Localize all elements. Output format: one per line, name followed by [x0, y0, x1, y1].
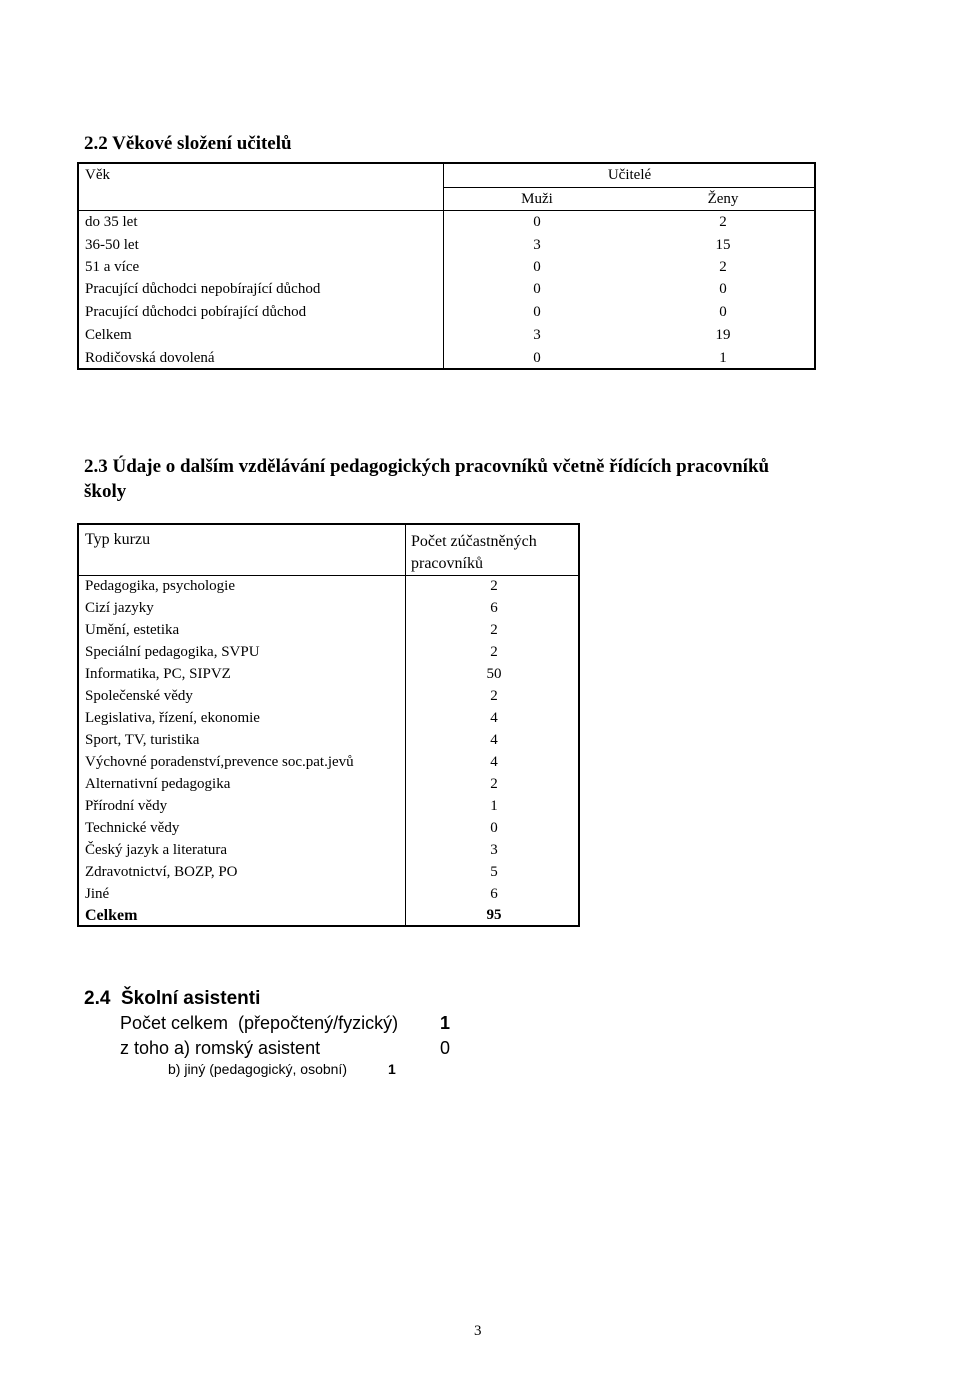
row-label: 51 a více	[85, 259, 140, 275]
row-label: Legislativa, řízení, ekonomie	[85, 710, 260, 726]
women-value: 2	[719, 214, 727, 230]
count-header-line2: pracovníků	[411, 555, 483, 572]
row-value: 50	[486, 666, 502, 682]
row-label: Technické vědy	[85, 820, 180, 836]
type-column-header: Typ kurzu	[85, 531, 151, 548]
row-value: 2	[490, 776, 498, 792]
men-value: 0	[533, 214, 541, 230]
assistants-total-value: 1	[440, 1013, 451, 1033]
women-value: 0	[719, 281, 727, 297]
men-value: 0	[533, 350, 541, 366]
assistants-total-label: Počet celkem (přepočtený/fyzický)	[120, 1013, 399, 1033]
row-label: Umění, estetika	[85, 622, 180, 638]
roma-assistant-value: 0	[440, 1038, 451, 1058]
men-value: 0	[533, 304, 541, 320]
row-value: 5	[490, 864, 498, 880]
women-value: 19	[715, 327, 731, 343]
section-2-3-title-cont: školy	[84, 481, 127, 502]
row-value: 2	[490, 644, 498, 660]
row-value: 2	[490, 578, 498, 594]
row-label: Celkem	[85, 327, 132, 343]
row-label: Rodičovská dovolená	[85, 350, 215, 366]
section-2-4-title: 2.4 Školní asistenti	[84, 988, 261, 1009]
row-label: Pedagogika, psychologie	[85, 578, 235, 594]
men-value: 3	[533, 327, 541, 343]
men-value: 0	[533, 281, 541, 297]
teachers-column-header: Učitelé	[607, 167, 652, 183]
women-value: 2	[719, 259, 727, 275]
row-label: Speciální pedagogika, SVPU	[85, 644, 260, 660]
row-value: 4	[490, 710, 498, 726]
row-label: Pracující důchodci pobírající důchod	[85, 304, 307, 320]
section-2-2-title: 2.2 Věkové složení učitelů	[84, 133, 292, 154]
row-value: 6	[490, 600, 498, 616]
women-value: 0	[719, 304, 727, 320]
row-label: Pracující důchodci nepobírající důchod	[85, 281, 321, 297]
row-value: 4	[490, 732, 498, 748]
row-label: Jiné	[85, 886, 110, 902]
total-value: 95	[486, 907, 502, 923]
row-label: Alternativní pedagogika	[85, 776, 231, 792]
women-column-header: Ženy	[707, 191, 739, 207]
roma-assistant-label: z toho a) romský asistent	[120, 1038, 321, 1058]
other-assistant-label: b) jiný (pedagogický, osobní)	[168, 1061, 347, 1077]
women-value: 15	[715, 237, 731, 253]
training-table-divider	[405, 525, 406, 925]
count-header-line1: Počet zúčastněných	[411, 533, 537, 550]
count-column-header	[411, 531, 537, 575]
men-value: 0	[533, 259, 541, 275]
row-label: Cizí jazyky	[85, 600, 154, 616]
row-value: 1	[490, 798, 498, 814]
age-column-header: Věk	[85, 167, 110, 183]
row-value: 6	[490, 886, 498, 902]
row-label: 36-50 let	[85, 237, 139, 253]
row-value: 4	[490, 754, 498, 770]
row-value: 2	[490, 688, 498, 704]
row-label: Přírodní vědy	[85, 798, 168, 814]
row-label: Zdravotnictví, BOZP, PO	[85, 864, 238, 880]
row-label: Sport, TV, turistika	[85, 732, 200, 748]
age-table-divider	[443, 164, 444, 368]
row-value: 0	[490, 820, 498, 836]
section-2-3-title: 2.3 Údaje o dalším vzdělávání pedagogických pracovníků včetně řídících pracovníků	[84, 456, 770, 477]
row-label: Informatika, PC, SIPVZ	[85, 666, 231, 682]
men-column-header: Muži	[521, 191, 553, 207]
row-label: do 35 let	[85, 214, 138, 230]
training-table	[77, 523, 580, 927]
total-label: Celkem	[85, 907, 138, 924]
row-value: 2	[490, 622, 498, 638]
row-label: Český jazyk a literatura	[85, 842, 228, 858]
page-number: 3	[474, 1323, 482, 1339]
row-label: Společenské vědy	[85, 688, 193, 704]
row-label: Výchovné poradenství,prevence soc.pat.jevů	[85, 754, 354, 770]
age-table	[77, 162, 816, 370]
women-value: 1	[719, 350, 727, 366]
men-value: 3	[533, 237, 541, 253]
row-value: 3	[490, 842, 498, 858]
other-assistant-value: 1	[388, 1061, 396, 1077]
